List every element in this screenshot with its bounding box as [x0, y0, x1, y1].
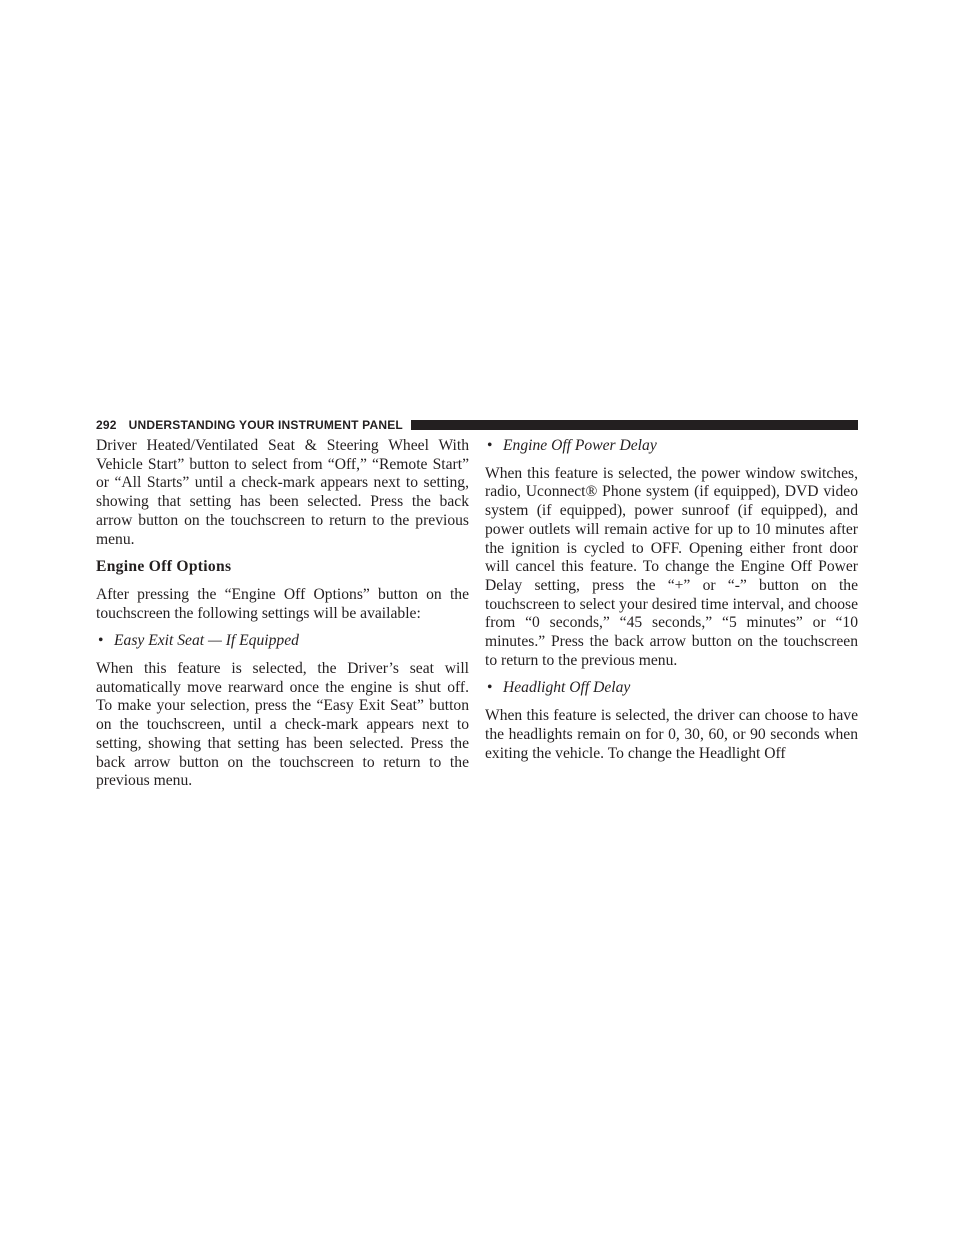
bullet-easy-exit-seat [96, 632, 469, 651]
intro-paragraph: Driver Heated/Ventilated Seat & Steering Wheel With Vehicle Start” button to select from “Off,” “Remote Start” or “All Starts” until a check-mark appears next to setting, showing that setting has been selected. Press the back arrow button on the touchscreen to return to the previous menu. [96, 437, 469, 548]
header-rule [411, 420, 858, 430]
page-header [96, 417, 858, 432]
bullet-engine-off-power-delay [485, 437, 858, 456]
easy-exit-paragraph: When this feature is selected, the Driver’s seat will automatically move rearward once the engine is shut off. To make your selection, press the “Easy Exit Seat” button on the touchscreen, until a check-mark appears next to setting, showing that setting has been selected. Press the back arrow button on the touchscreen to return to the previous menu. [96, 660, 469, 790]
power-delay-paragraph: When this feature is selected, the power window switches, radio, Uconnect® Phone system (if equipped), DVD video system (if equipped), power sunroof (if equipped), and power outlets will remain active for up to 10 minutes after the ignition is cycled to OFF. Opening either front door will cancel this feature. To change the Engine Off Power Delay setting, press the “+” or “-” button on the touchscreen to select your desired time interval, and choose from “0 seconds,” “45 seconds,” “5 minutes” or “10 minutes.” Press the back arrow button on the touchscreen to return to the previous menu. [485, 464, 858, 669]
engine-off-options-heading: Engine Off Options [96, 558, 232, 576]
right-column [485, 437, 858, 772]
page-number: 292 [96, 417, 117, 432]
bullet-icon: • [487, 437, 493, 454]
headlight-paragraph: When this feature is selected, the driver can choose to have the headlights remain on for 0, 30, 60, or 90 seconds when exiting the vehicle. To change the Headlight Off [485, 707, 858, 762]
bullet-icon: • [98, 632, 104, 650]
bullet-icon: • [487, 679, 493, 697]
bullet-label: Engine Off Power Delay [503, 437, 657, 454]
options-paragraph: After pressing the “Engine Off Options” button on the touchscreen the following settings will be available: [96, 585, 469, 622]
bullet-headlight-off-delay [485, 679, 858, 698]
bullet-label: Easy Exit Seat — If Equipped [114, 632, 299, 650]
bullet-label: Headlight Off Delay [503, 679, 631, 697]
section-title: UNDERSTANDING YOUR INSTRUMENT PANEL [128, 417, 403, 432]
left-column [96, 437, 469, 800]
